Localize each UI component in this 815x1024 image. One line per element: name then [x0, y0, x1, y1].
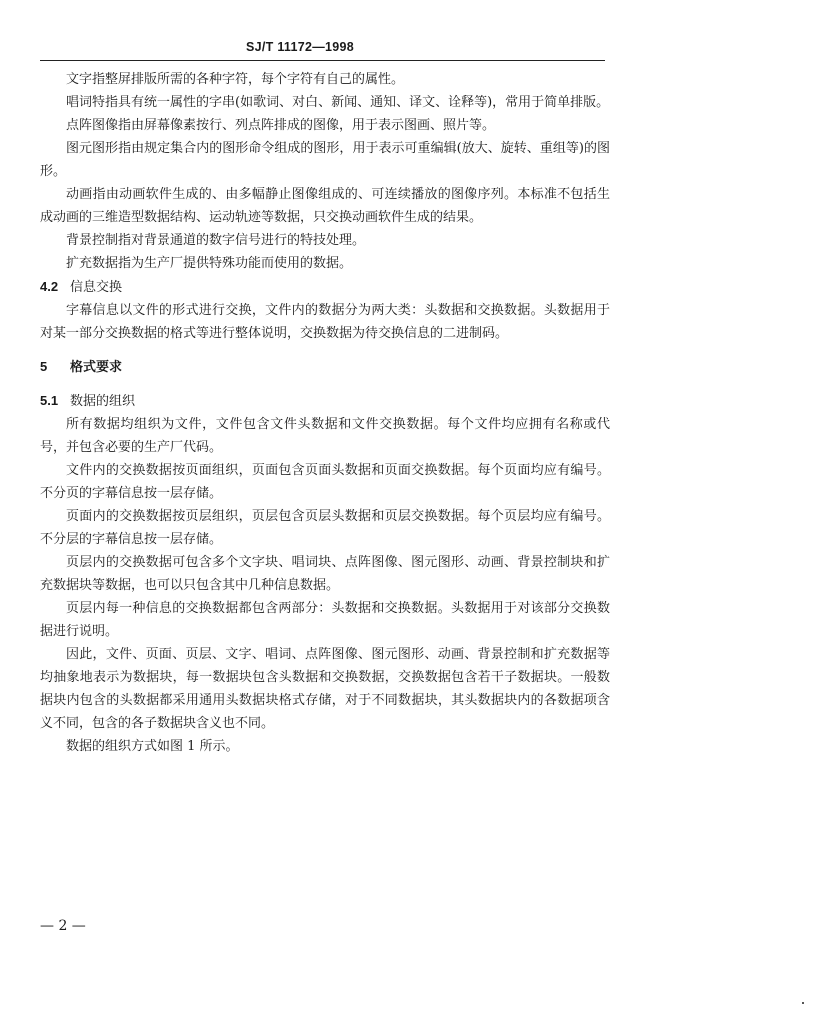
- section-title: 格式要求: [70, 360, 123, 375]
- section-heading-5: [40, 355, 610, 379]
- section-heading-5-1: [40, 389, 610, 413]
- paragraph-text-definition: 文字指整屏排版所需的各种字符，每个字符有自己的属性。: [66, 72, 405, 87]
- paragraph-layer-organization: 页面内的交换数据按页层组织，页层包含页层头数据和页层交换数据。每个页层均应有编号。不分层的字幕信息按一层存储。: [40, 509, 610, 547]
- section-number: 5.1: [40, 393, 59, 408]
- paragraph-info-parts: 页层内每一种信息的交换数据都包含两部分：头数据和交换数据。头数据用于对该部分交换数据进行说明。: [40, 601, 610, 639]
- paragraph-page-organization: 文件内的交换数据按页面组织，页面包含页面头数据和页面交换数据。每个页面均应有编号。不分页的字幕信息按一层存储。: [40, 463, 610, 501]
- paragraph-file-organization: 所有数据均组织为文件，文件包含文件头数据和文件交换数据。每个文件均应拥有名称或代号，并包含必要的生产厂代码。: [40, 417, 610, 455]
- paragraph-information-exchange: 字幕信息以文件的形式进行交换，文件内的数据分为两大类：头数据和交换数据。头数据用于对某一部分交换数据的格式等进行整体说明，交换数据为待交换信息的二进制码。: [40, 303, 610, 341]
- scan-speck: [802, 1002, 804, 1004]
- section-title: 数据的组织: [70, 394, 136, 409]
- paragraph-extension-definition: 扩充数据指为生产厂提供特殊功能而使用的数据。: [66, 256, 353, 271]
- paragraph-bitmap-definition: 点阵图像指由屏幕像素按行、列点阵排成的图像，用于表示图画、照片等。: [66, 118, 496, 133]
- paragraph-layer-contents: 页层内的交换数据可包含多个文字块、唱词块、点阵图像、图元图形、动画、背景控制块和扩充数据块等数据，也可以只包含其中几种信息数据。: [40, 555, 610, 593]
- page-body: [40, 68, 610, 758]
- section-heading-4-2: [40, 275, 610, 299]
- section-number: 4.2: [40, 279, 59, 294]
- document-code-header: SJ/T 11172—1998: [245, 40, 355, 54]
- page-number: — 2 —: [40, 918, 86, 934]
- paragraph-vector-definition: 图元图形指由规定集合内的图形命令组成的图形，用于表示可重编辑(放大、旋转、重组等)的图形。: [40, 141, 610, 179]
- paragraph-lyrics-definition: 唱词特指具有统一属性的字串(如歌词、对白、新闻、通知、译文、诠释等)，常用于简单排版。: [66, 95, 610, 110]
- paragraph-animation-definition: 动画指由动画软件生成的、由多幅静止图像组成的、可连续播放的图像序列。本标准不包括生成动画的三维造型数据结构、运动轨迹等数据，只交换动画软件生成的结果。: [40, 187, 610, 225]
- header-rule: [40, 60, 605, 61]
- section-number: 5: [40, 359, 48, 374]
- paragraph-data-block-abstraction: 因此，文件、页面、页层、文字、唱词、点阵图像、图元图形、动画、背景控制和扩充数据等均抽象地表示为数据块，每一数据块包含头数据和交换数据，交换数据包含若干子数据块。一般数据块内包含的头数据都采用通用头数据块格式存储，对于不同数据块，其头数据块内的各数据项含义不同，包含的各子数据块含义也不同。: [40, 647, 610, 731]
- paragraph-background-definition: 背景控制指对背景通道的数字信号进行的特技处理。: [66, 233, 366, 248]
- paragraph-figure-reference: 数据的组织方式如图 1 所示。: [66, 739, 239, 754]
- section-title: 信息交换: [70, 280, 123, 295]
